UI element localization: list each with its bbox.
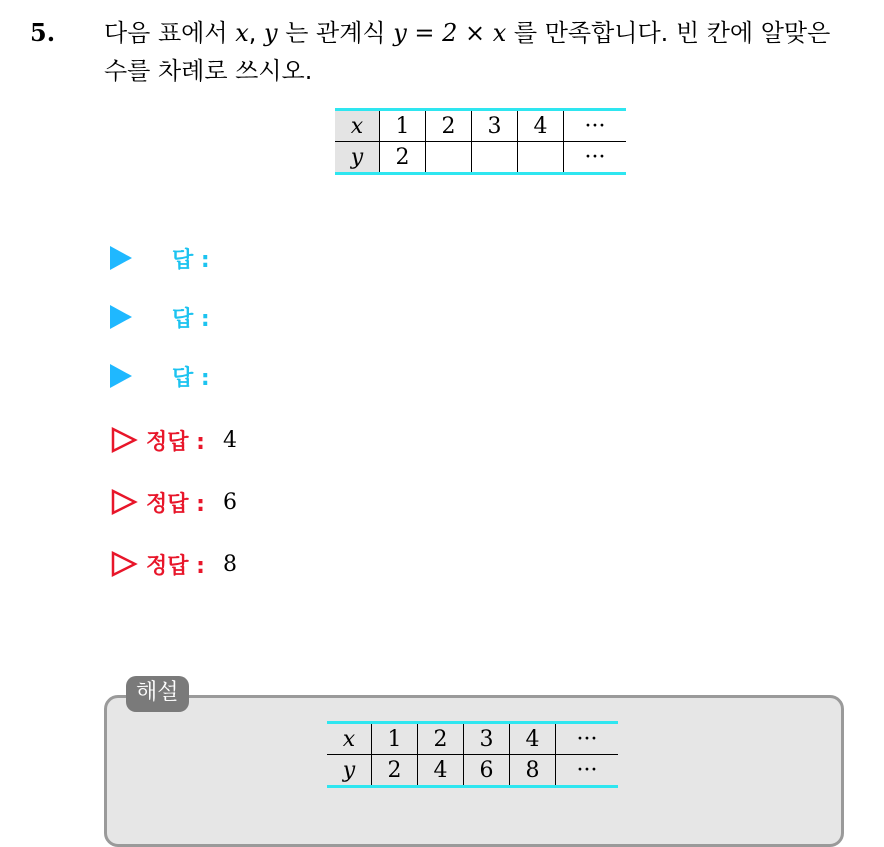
play-icon [110,246,132,270]
x-cell-ellipsis: ··· [564,110,627,142]
x-row [327,723,618,755]
correct-answer-value: 4 [222,427,237,453]
correct-answer-label: 정답 : [146,491,205,517]
y-cell-ellipsis: ··· [556,755,619,787]
x-cell: 1 [380,110,426,142]
correct-answer-label: 정답 : [146,429,205,455]
explanation-tag: 해설 [126,676,189,712]
y-cell: 2 [372,755,418,787]
outline-triangle-icon [110,426,138,454]
problem-table [335,108,626,175]
correct-answer-value: 8 [222,551,237,577]
x-cell: 2 [426,110,472,142]
comma: , [248,19,264,47]
outline-triangle-icon [110,550,138,578]
question-line1-suffix: 를 만족합니다. 빈 칸에 알맞은 [506,19,831,47]
variable-x: x [235,19,249,47]
x-cell: 3 [464,723,510,755]
play-icon [110,364,132,388]
question-text [104,14,874,90]
answer-label: 답 : [172,306,210,332]
x-header: x [335,110,380,142]
solution-table [327,721,618,788]
y-cell-blank[interactable] [426,142,472,174]
y-row [335,142,626,174]
outline-triangle-icon [110,488,138,516]
y-cell: 6 [464,755,510,787]
y-header: y [327,755,372,787]
variable-y: y [264,19,278,47]
answer-row-2 [110,297,420,337]
question-number: 5. [30,18,56,47]
y-cell: 4 [418,755,464,787]
x-row [335,110,626,142]
x-cell-ellipsis: ··· [556,723,619,755]
question-line1-prefix: 다음 표에서 [104,19,236,47]
correct-answer-value: 6 [222,489,237,515]
y-cell-ellipsis: ··· [564,142,627,174]
answer-label: 답 : [172,247,210,273]
x-cell: 2 [418,723,464,755]
question-line1-mid: 는 관계식 [277,19,394,47]
x-cell: 4 [510,723,556,755]
answer-row-3 [110,356,420,396]
answer-field-1[interactable] [220,243,420,273]
y-cell: 2 [380,142,426,174]
correct-answer-row-3 [110,544,237,584]
y-cell: 8 [510,755,556,787]
relation-formula: y = 2 × x [393,19,507,47]
x-header: x [327,723,372,755]
x-cell: 1 [372,723,418,755]
y-header: y [335,142,380,174]
correct-answer-row-1 [110,420,237,460]
question-line2: 수를 차례로 쓰시오. [104,57,313,85]
correct-answer-label: 정답 : [146,553,205,579]
x-cell: 3 [472,110,518,142]
x-cell: 4 [518,110,564,142]
answer-field-3[interactable] [220,361,420,391]
y-cell-blank[interactable] [472,142,518,174]
answer-label: 답 : [172,365,210,391]
answer-row-1 [110,238,420,278]
correct-answer-row-2 [110,482,237,522]
answer-field-2[interactable] [220,302,420,332]
y-row [327,755,618,787]
y-cell-blank[interactable] [518,142,564,174]
play-icon [110,305,132,329]
